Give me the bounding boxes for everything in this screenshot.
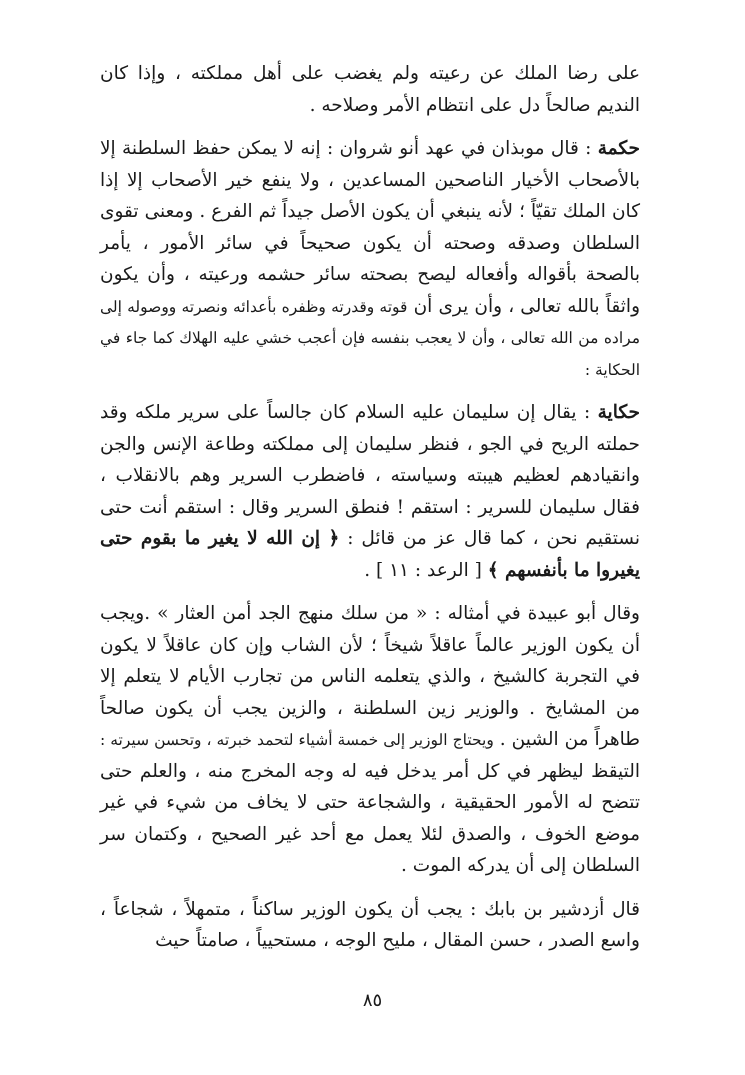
- paragraph-hikaya: [100, 397, 640, 586]
- paragraph-hikma: [100, 133, 640, 385]
- quran-verse: ﴿ إن الله لا يغير ما بقوم حتى يغيروا ما بأنفسهم ﴾: [100, 528, 640, 581]
- paragraph-abu-ubayda: [100, 598, 640, 882]
- hikma-small-text: قوته وقدرته وظفره بأعدائه ونصرته ووصوله إلى مراده من الله تعالى ، وأن لا يعجب بنفسه فإن أعجب خشي عليه الهلاك كما جاء في الحكاية :: [100, 297, 640, 379]
- hikaya-label: حكاية: [597, 402, 640, 423]
- paragraph-1: [100, 58, 640, 121]
- vizier-needs-text: التيقظ ليظهر في كل أمر يدخل فيه له وجه المخرج منه ، والعلم حتى تتضح له الأمور الحقيقية ، والشجاعة حتى لا يخاف من شيء في غير موضع الخوف ، والصدق لئلا يعمل مع أحد غير الصحيح ، وكتمان سر السلطان إلى أن يدركه الموت .: [100, 760, 640, 876]
- hikaya-text: : يقال إن سليمان عليه السلام كان جالساً على سرير ملكه وقد حملته الريح في الجو ، فنظر سليمان إلى مملكته وطاعة الإنس والجن وانقيادهم لعظيم هيبته وسياسته ، فاضطرب السرير وهم بالانقلاب ، فقال سليمان للسرير : استقم ! فنطق السرير وقال : استقم أنت حتى نستقيم نحن ، كما قال عز من قائل :: [100, 402, 641, 549]
- ardashir-text: قال أزدشير بن بابك : يجب أن يكون الوزير ساكناً ، متمهلاً ، شجاعاً ، واسع الصدر ، حسن المقال ، مليح الوجه ، مستحيياً ، صامتاً حيث: [100, 898, 640, 951]
- page-number: ٨٥: [362, 990, 383, 1011]
- hikma-text: : قال موبذان في عهد أنو شروان : إنه لا يمكن حفظ السلطنة إلا بالأصحاب الأخيار الناصحين المساعدين ، ولا ينفع خير الأصحاب إلا إذا كان الملك تقيّاً ؛ لأنه ينبغي أن يكون الأصل جيداً ثم الفرع . ومعنى تقوى السلطان وصدقه وصحته أن يكون صحيحاً في سائر الأمور ، يأمر بالصحة بأقواله وأفعاله ليصح بصحته سائر حشمه ورعيته ، وأن يكون واثقاً بالله تعالى ، وأن يرى أن: [100, 138, 640, 317]
- paragraph-ardashir: [100, 894, 640, 957]
- abu-ubayda-text: وقال أبو عبيدة في أمثاله : « من سلك منهج الجد أمن العثار » .ويجب أن يكون الوزير عالماً عاقلاً شيخاً ؛ لأن الشاب وإن كان عاقلاً لا يكون في التجربة كالشيخ ، والذي يتعلمه الناس من تجارب الأيام لا يتعلم إلا من المشايخ . والوزير زين السلطنة ، والزين يجب أن يكون صالحاً طاهراً من الشين .: [100, 603, 640, 750]
- verse-reference: [ الرعد : ١١ ] .: [364, 559, 488, 581]
- vizier-needs-small-text: ويحتاج الوزير إلى خمسة أشياء لتحمد خبرته ، وتحسن سيرته :: [100, 731, 494, 749]
- paragraph-1-text: على رضا الملك عن رعيته ولم يغضب على أهل مملكته ، وإذا كان النديم صالحاً دل على انتظام الأمر وصلاحه .: [100, 63, 640, 116]
- hikma-label: حكمة: [597, 138, 640, 159]
- page-body: [100, 58, 640, 957]
